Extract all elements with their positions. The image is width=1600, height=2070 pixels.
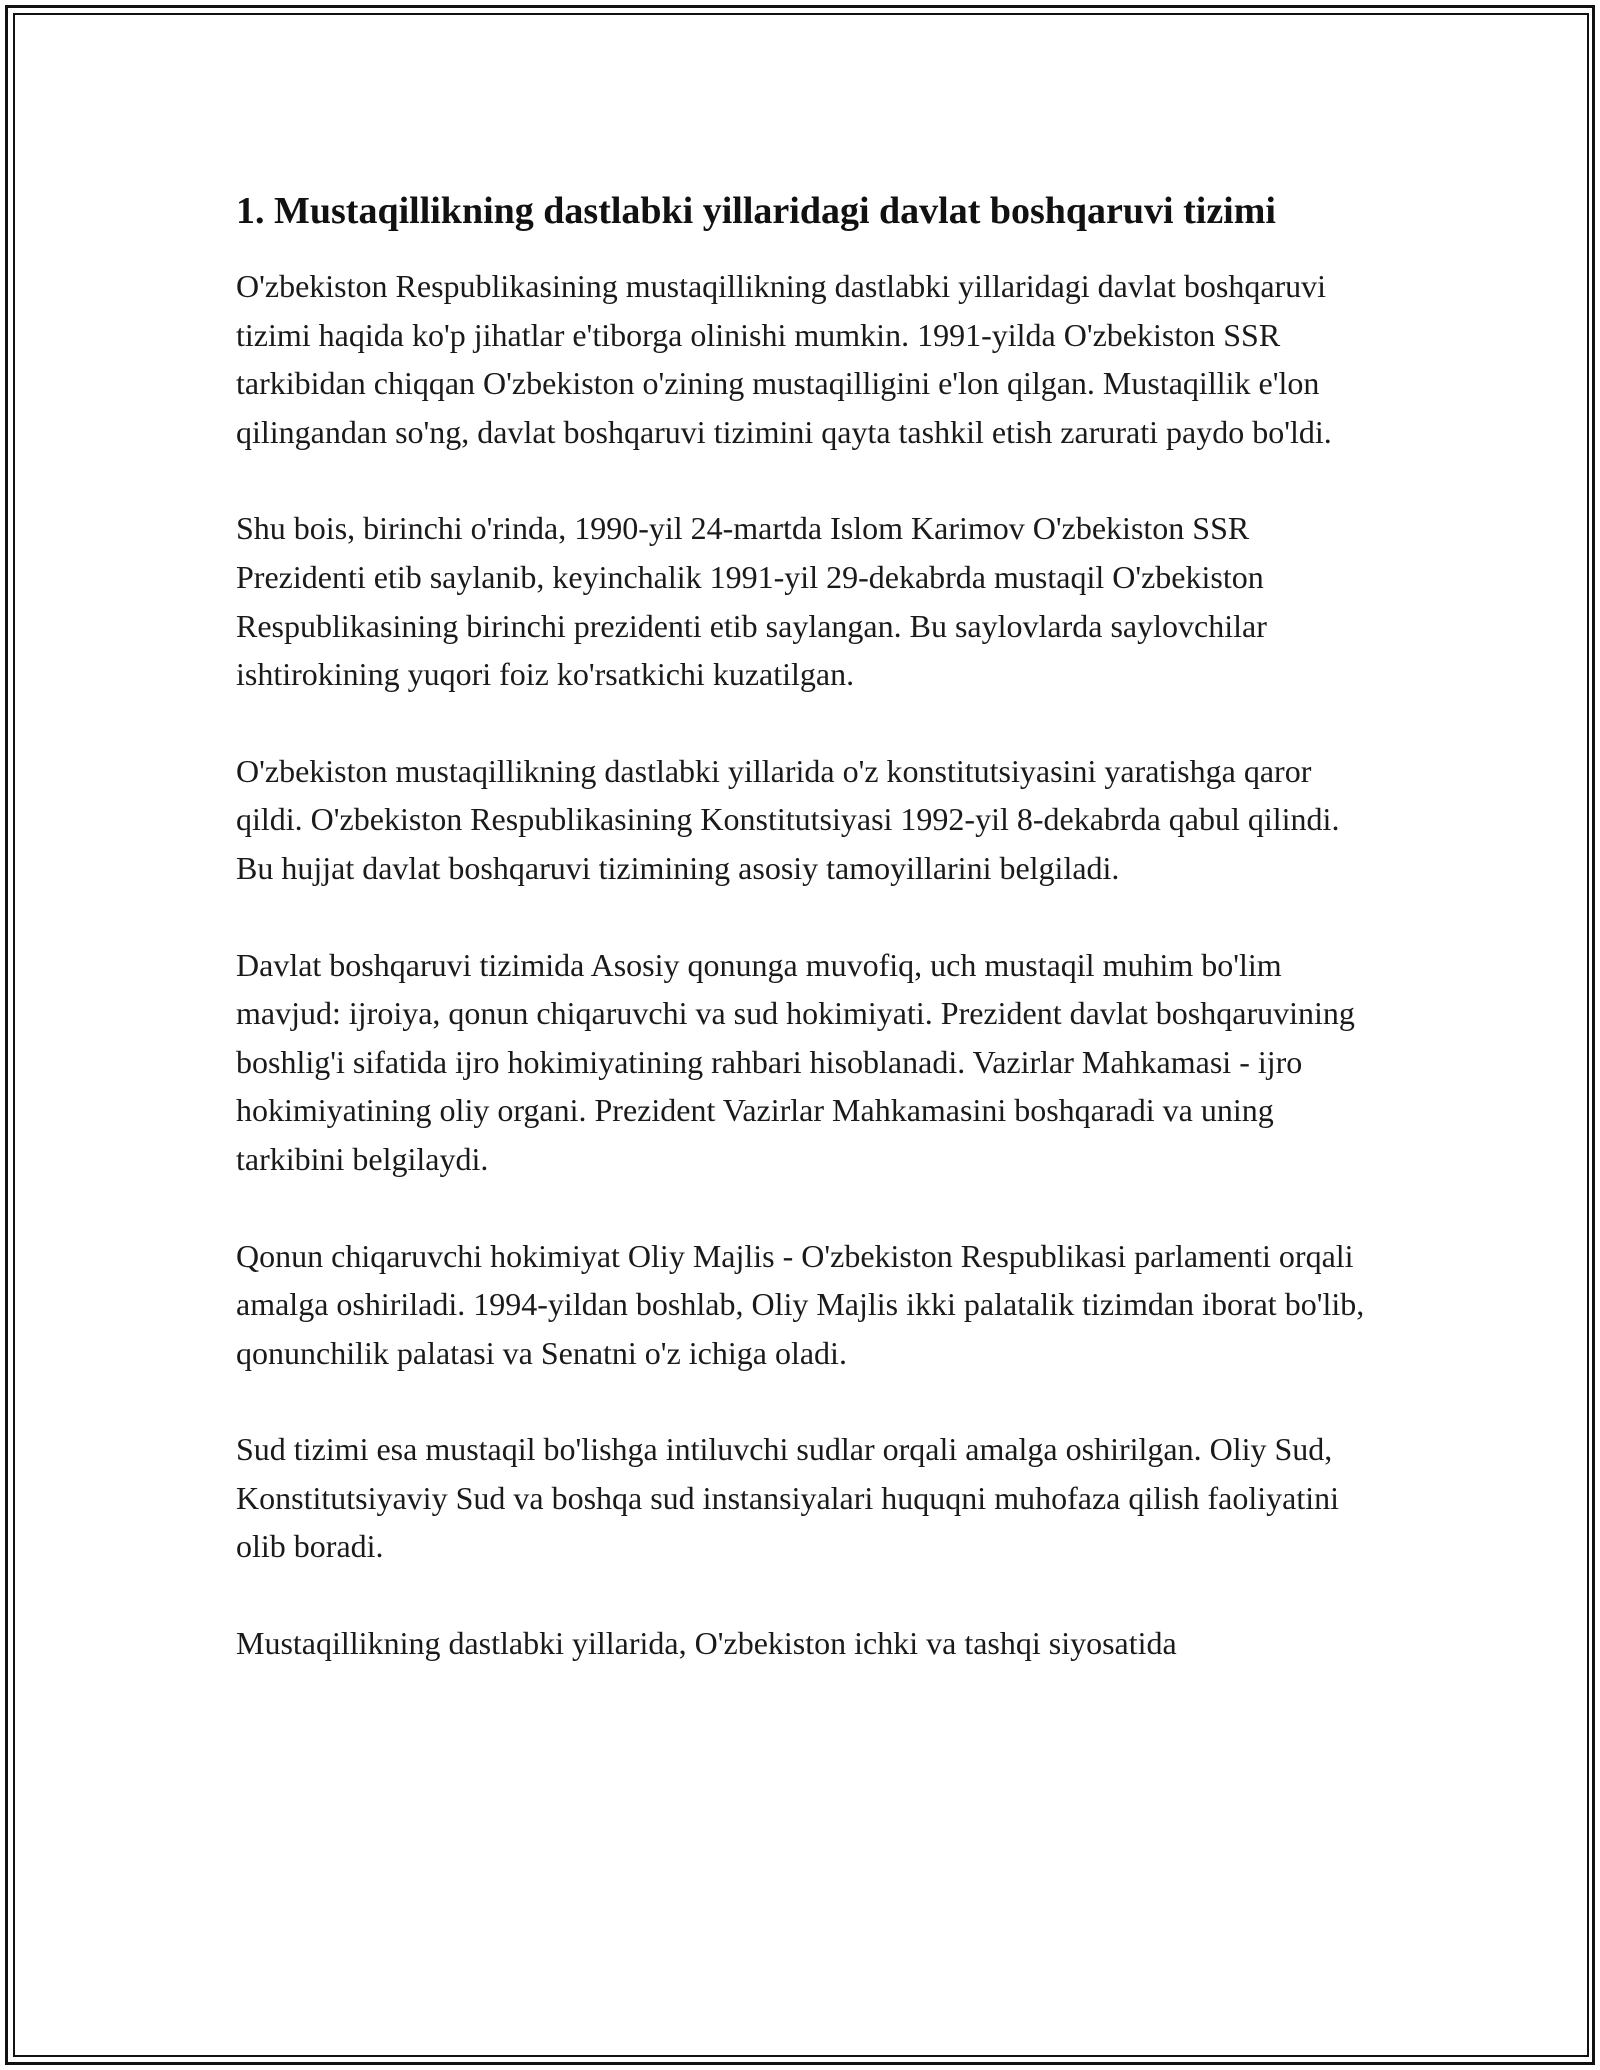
paragraph-judicial: Sud tizimi esa mustaqil bo'lishga intiluvchi sudlar orqali amalga oshirilgan. Oliy Sud, Konstitutsiyaviy Sud va boshqa sud instansiyalari huquqni muhofaza qilish faoliyatini olib boradi. (236, 1431, 1339, 1565)
paragraph-legislative: Qonun chiqaruvchi hokimiyat Oliy Majlis - O'zbekiston Respublikasi parlamenti orqali amalga oshiriladi. 1994-yildan boshlab, Oliy Majlis ikki palatalik tizimdan iborat bo'lib, qonunchilik palatasi va Senatni o'z ichiga oladi. (236, 1237, 1365, 1371)
document-body (236, 184, 1376, 1716)
paragraph-intro: O'zbekiston Respublikasining mustaqillikning dastlabki yillaridagi davlat boshqaruvi tizimi haqida ko'p jihatlar e'tiborga olinishi mumkin. 1991-yilda O'zbekiston SSR tarkibidan chiqqan O'zbekiston o'zining mustaqilligini e'lon qilgan. Mustaqillik e'lon qilingandan so'ng, davlat boshqaruvi tizimini qayta tashkil etish zarurati paydo bo'ldi. (236, 268, 1332, 450)
paragraph-policy: Mustaqillikning dastlabki yillarida, O'zbekiston ichki va tashqi siyosatida (236, 1625, 1177, 1662)
paragraph-president: Shu bois, birinchi o'rinda, 1990-yil 24-martda Islom Karimov O'zbekiston SSR Prezidenti etib saylanib, keyinchalik 1991-yil 29-dekabrda mustaqil O'zbekiston Respublikasining birinchi prezidenti etib saylangan. Bu saylovlarda saylovchilar ishtirokining yuqori foiz ko'rsatkichi kuzatilgan. (236, 510, 1267, 693)
paragraph-constitution: O'zbekiston mustaqillikning dastlabki yillarida o'z konstitutsiyasini yaratishga qaror qildi. O'zbekiston Respublikasining Konstitutsiyasi 1992-yil 8-dekabrda qabul qilindi. Bu hujjat davlat boshqaruvi tizimining asosiy tamoyillarini belgiladi. (236, 752, 1340, 886)
document-title: 1. Mustaqillikning dastlabki yillaridagi davlat boshqaruvi tizimi (236, 190, 1276, 232)
paragraph-executive: Davlat boshqaruvi tizimida Asosiy qonunga muvofiq, uch mustaqil muhim bo'lim mavjud: ijroiya, qonun chiqaruvchi va sud hokimiyati. Prezident davlat boshqaruvining boshlig'i sifatida ijro hokimiyatining rahbari hisoblanadi. Vazirlar Mahkamasi - ijro hokimiyatining oliy organi. Prezident Vazirlar Mahkamasini boshqaradi va uning tarkibini belgilaydi. (236, 946, 1355, 1177)
